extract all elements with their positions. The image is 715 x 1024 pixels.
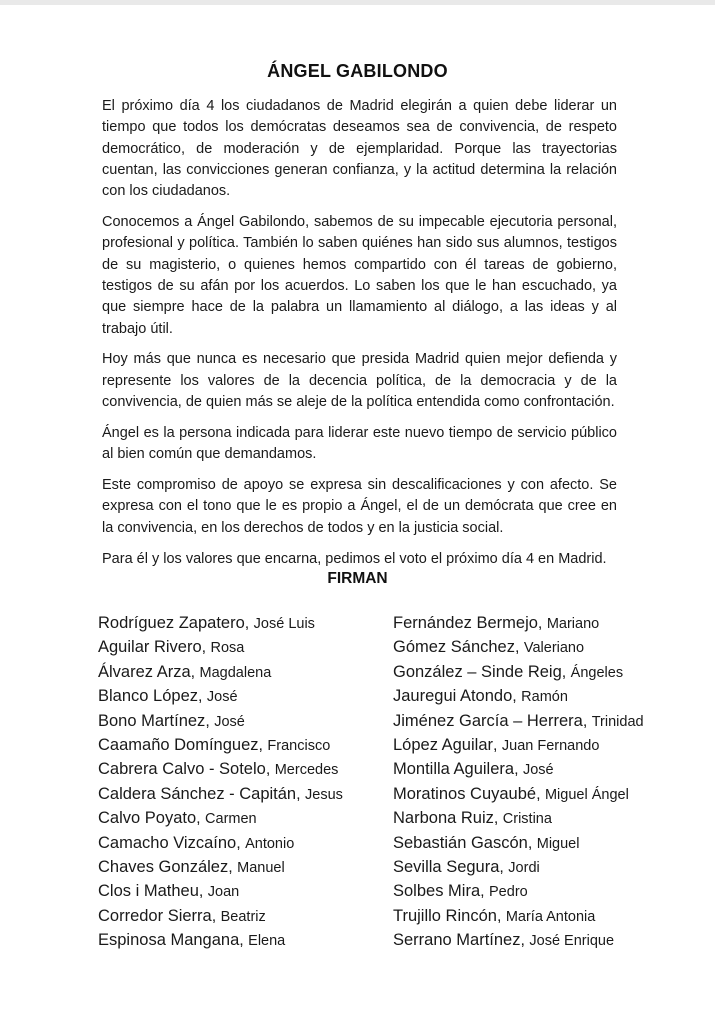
signatory-item: Caamaño Domínguez, Francisco (98, 735, 331, 754)
signatory-surname: Jiménez García – Herrera (393, 711, 583, 730)
signatory-item: Camacho Vizcaíno, Antonio (98, 833, 295, 852)
signatory-item: Rodríguez Zapatero, José Luis (98, 614, 315, 632)
signatory-item: Gómez Sánchez, Valeriano (393, 638, 585, 657)
signatory-surname: González – Sinde Reig (393, 662, 562, 681)
signatory-given-name: Miguel Ángel (544, 786, 629, 803)
signatory-given-name: Pedro (489, 884, 528, 901)
signatory-given-name: María Antonia (505, 908, 596, 925)
signatory-item: Aguilar Rivero, Rosa (98, 638, 245, 657)
signatory-item: Moratinos Cuyaubé, Miguel Ángel (393, 784, 629, 803)
signatory-surname: Cabrera Calvo - Sotelo (98, 760, 266, 779)
signatory-item: Sevilla Segura, Jordi (393, 857, 540, 876)
signatory-given-name: Antonio (245, 835, 295, 852)
signatory-item: Clos i Matheu, Joan (98, 882, 240, 901)
signatory-item: López Aguilar, Juan Fernando (393, 735, 600, 754)
signatory-given-name: Mariano (546, 616, 600, 632)
signatory-item: Blanco López, José (98, 687, 238, 706)
signatory-item: Trujillo Rincón, María Antonia (393, 906, 596, 925)
signatory-given-name: Magdalena (199, 664, 272, 681)
signatory-given-name: Cristina (502, 811, 552, 828)
signatory-given-name: Beatriz (220, 908, 266, 925)
signatory-item: Calvo Poyato, Carmen (98, 809, 257, 828)
signatory-surname: Trujillo Rincón (393, 906, 497, 925)
signatory-surname: Solbes Mira (393, 882, 481, 901)
signatory-surname: Moratinos Cuyaubé (393, 784, 537, 803)
signatory-surname: Camacho Vizcaíno (98, 833, 237, 852)
signatory-given-name: Miguel (536, 835, 580, 852)
signatory-item: Sebastián Gascón, Miguel (393, 833, 580, 852)
signatory-surname: Chaves González (98, 857, 229, 876)
signatory-surname: Sebastián Gascón (393, 833, 528, 852)
signatory-surname: Jauregui Atondo (393, 687, 513, 706)
signatory-surname: Clos i Matheu (98, 882, 199, 901)
signatories-list-right (393, 611, 644, 952)
signatory-given-name: José (214, 713, 245, 730)
signatory-surname: López Aguilar (393, 735, 493, 754)
signatory-surname: Serrano Martínez (393, 931, 521, 950)
document-page (0, 5, 715, 1024)
signatory-given-name: José (522, 762, 554, 779)
signatory-given-name: Mercedes (274, 762, 339, 779)
signatory-item: Chaves González, Manuel (98, 857, 285, 876)
signatory-surname: Montilla Aguilera (393, 760, 515, 779)
document-title: ÁNGEL GABILONDO (267, 61, 448, 81)
signatory-item: Narbona Ruiz, Cristina (393, 809, 552, 828)
signatory-surname: Espinosa Mangana (98, 931, 240, 950)
paragraph-1: El próximo día 4 los ciudadanos de Madrid elegirán a quien debe liderar un tiempo que todos los demócratas deseamos sea de convivencia, de respeto democrático, de moderación y de ejemplaridad. Porque las trayectorias cuentan, las convicciones generan confianza, y la actitud determina la relación con los ciudadanos. (102, 98, 617, 200)
signatory-given-name: Jesus (305, 786, 343, 803)
signatories-heading: FIRMAN (327, 570, 388, 587)
signatory-surname: Narbona Ruiz (393, 809, 494, 828)
signatory-given-name: Francisco (267, 737, 331, 754)
signatory-given-name: José (206, 689, 238, 706)
signatory-surname: Álvarez Arza (98, 662, 191, 681)
signatory-item: Serrano Martínez, José Enrique (393, 931, 615, 950)
signatory-item: Cabrera Calvo - Sotelo, Mercedes (98, 760, 339, 779)
signatory-given-name: Manuel (237, 859, 285, 876)
signatory-item: Álvarez Arza, Magdalena (98, 662, 272, 681)
signatory-item: Espinosa Mangana, Elena (98, 931, 286, 950)
signatory-item: Jiménez García – Herrera, Trinidad (393, 711, 644, 730)
paragraph-2: Conocemos a Ángel Gabilondo, sabemos de su impecable ejecutoria personal, profesional y política. También lo saben quiénes han sido sus alumnos, testigos de su magisterio, o quienes hemos compartido con él tareas de gobierno, testigos de su afán por los acuerdos. Lo saben los que le han escuchado, ya que siempre hace de la palabra un llamamiento al diálogo, a las ideas y al trabajo útil. (102, 214, 617, 337)
signatory-surname: Fernández Bermejo (393, 614, 538, 632)
signatory-surname: Rodríguez Zapatero (98, 614, 245, 632)
signatory-item: Montilla Aguilera, José (393, 760, 554, 779)
signatory-surname: Calvo Poyato (98, 809, 197, 828)
signatory-given-name: Ángeles (570, 664, 624, 681)
paragraph-6: Para él y los valores que encarna, pedimos el voto el próximo día 4 en Madrid. (102, 550, 607, 567)
letter-body (102, 96, 617, 580)
signatory-given-name: Jordi (508, 859, 540, 876)
signatory-given-name: José Luis (253, 616, 315, 632)
signatory-given-name: Carmen (205, 811, 257, 828)
signatory-given-name: Valeriano (523, 640, 585, 657)
signatory-surname: Sevilla Segura (393, 857, 500, 876)
signatory-item: Solbes Mira, Pedro (393, 882, 528, 901)
signatory-surname: Corredor Sierra (98, 906, 212, 925)
signatory-surname: Gómez Sánchez (393, 638, 515, 657)
signatories-list-left (98, 611, 343, 952)
signatory-item: Corredor Sierra, Beatriz (98, 906, 266, 925)
signatory-surname: Blanco López (98, 687, 198, 706)
paragraph-3: Hoy más que nunca es necesario que presida Madrid quien mejor defienda y represente los valores de la decencia política, de la democracia y de la convivencia, de quien más se aleje de la política entendida como confrontación. (102, 351, 617, 411)
signatory-given-name: Ramón (521, 689, 568, 706)
signatory-surname: Caldera Sánchez - Capitán (98, 784, 297, 803)
signatory-given-name: Juan Fernando (501, 737, 600, 754)
signatory-surname: Aguilar Rivero (98, 638, 202, 657)
signatory-item: Bono Martínez, José (98, 711, 245, 730)
signatory-given-name: Joan (207, 884, 240, 901)
signatory-item: Caldera Sánchez - Capitán, Jesus (98, 784, 343, 803)
signatory-given-name: Trinidad (591, 713, 644, 730)
paragraph-5: Este compromiso de apoyo se expresa sin descalificaciones y con afecto. Se expresa con el tono que le es propio a Ángel, el de un demócrata que cree en la convivencia, en los derechos de todos y en la justicia social. (102, 477, 617, 536)
signatory-given-name: Rosa (210, 640, 245, 657)
signatory-given-name: José Enrique (529, 933, 615, 950)
signatory-given-name: Elena (248, 933, 286, 950)
signatory-item: Jauregui Atondo, Ramón (393, 687, 568, 706)
signatory-item: González – Sinde Reig, Ángeles (393, 662, 624, 681)
signatory-surname: Bono Martínez (98, 711, 206, 730)
signatory-item: Fernández Bermejo, Mariano (393, 614, 600, 632)
paragraph-4: Ángel es la persona indicada para liderar este nuevo tiempo de servicio público al bien común que demandamos. (102, 424, 617, 463)
signatory-surname: Caamaño Domínguez (98, 735, 259, 754)
